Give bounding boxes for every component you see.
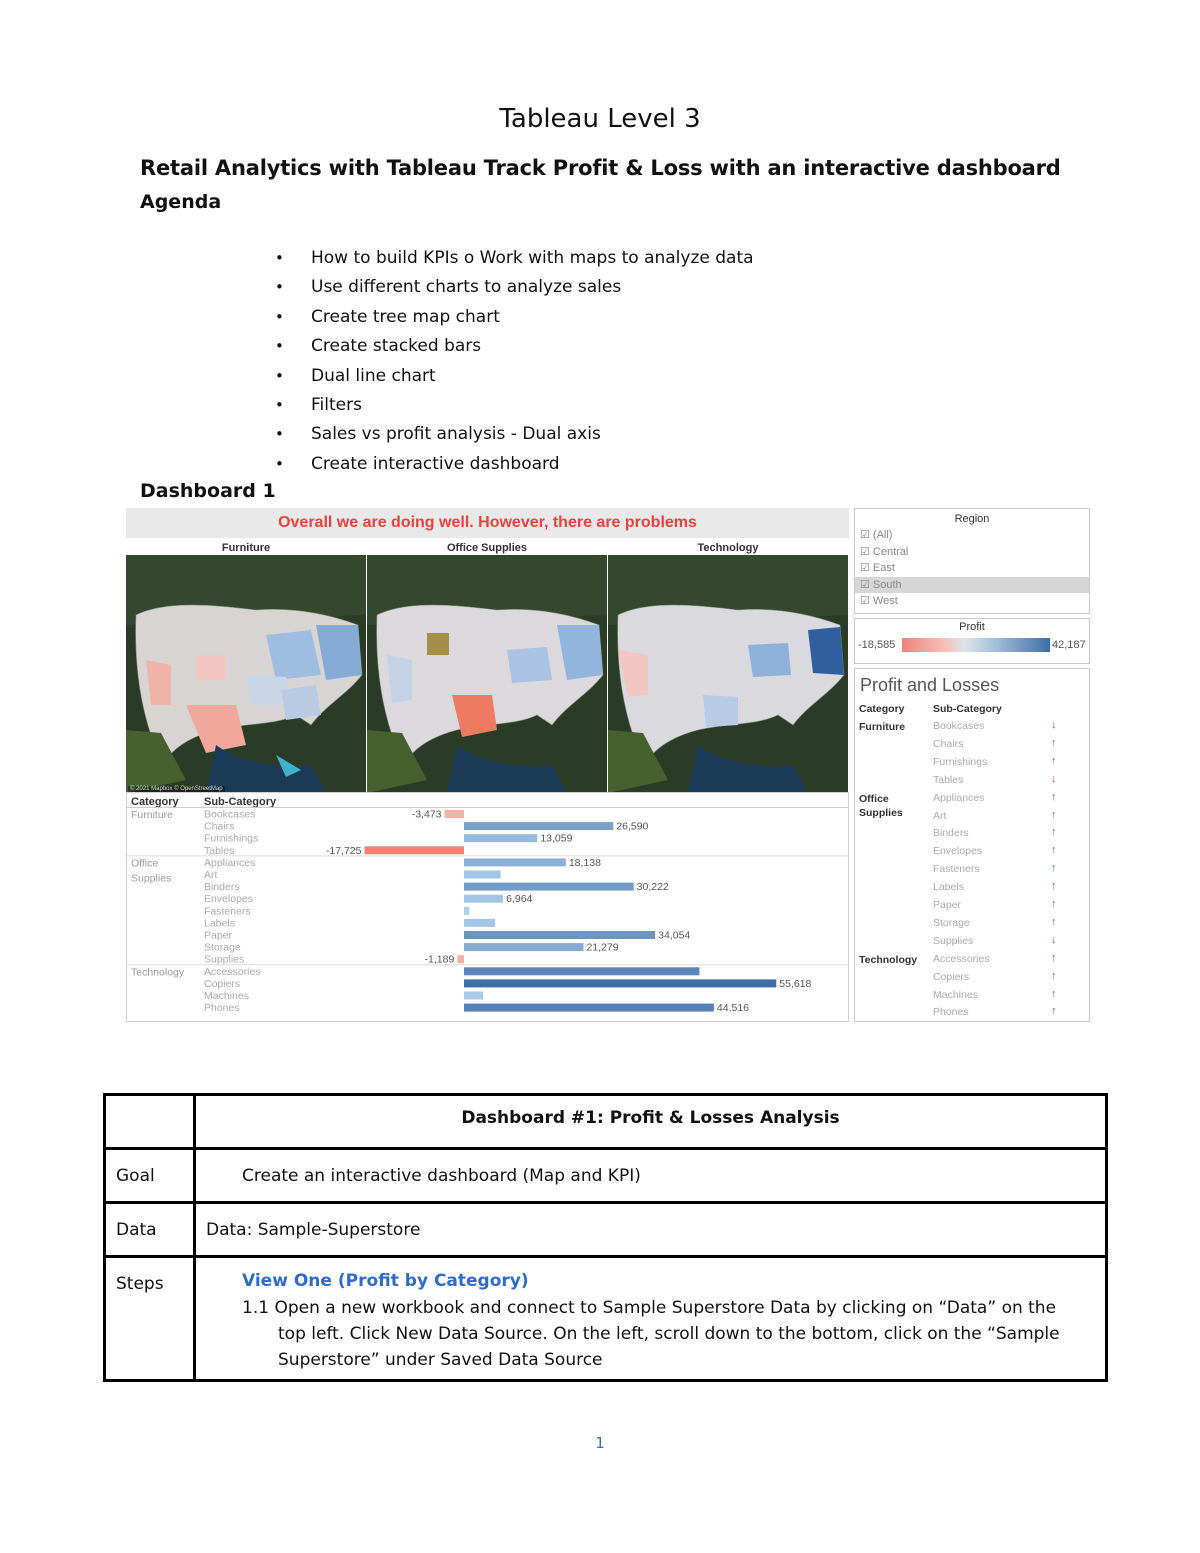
bar-subcategory-label: Phones xyxy=(204,1002,240,1015)
profit-scale xyxy=(858,637,1086,653)
map-credit: © 2021 Mapbox © OpenStreetMap xyxy=(130,786,223,792)
profit-bar xyxy=(364,846,464,854)
map-office-supplies[interactable] xyxy=(367,555,607,793)
profit-bar xyxy=(464,895,503,903)
goal-value: Create an interactive dashboard (Map and KPI) xyxy=(195,1149,1107,1203)
pl-category-header: Category xyxy=(859,703,905,715)
bar-subcategory-label: Tables xyxy=(204,844,235,857)
bar-value-label: -3,473 xyxy=(411,808,442,821)
pl-subcategory-label: Appliances xyxy=(933,791,985,804)
pl-subcategory-label: Art xyxy=(933,809,947,822)
profit-losses-panel xyxy=(854,668,1090,1022)
agenda-item: • Sales vs profit analysis - Dual axis xyxy=(270,420,754,449)
map-label-furniture: Furniture xyxy=(221,542,271,554)
map-graphic xyxy=(608,555,848,793)
map-label-office-supplies: Office Supplies xyxy=(446,542,528,554)
bullet-icon: • xyxy=(275,249,284,267)
data-label: Data xyxy=(105,1203,195,1257)
bullet-icon: • xyxy=(275,366,284,385)
profit-bar xyxy=(464,992,483,1000)
bar-value-label: -17,725 xyxy=(325,844,362,857)
pl-subcategory-header: Sub-Category xyxy=(933,703,1002,715)
bar-value-label: 6,964 xyxy=(506,893,533,906)
bar-group-label: Technology xyxy=(131,966,185,979)
profit-bar-chart xyxy=(126,792,849,1022)
bar-subcategory-label: Labels xyxy=(204,917,235,930)
map-furniture[interactable] xyxy=(126,555,366,793)
profit-bar xyxy=(464,1004,714,1012)
bar-subcategory-label: Bookcases xyxy=(204,808,256,821)
pl-category-label: Furniture xyxy=(859,721,906,733)
arrow-up-icon: ↑ xyxy=(1051,1005,1057,1018)
pl-subcategory-label: Accessories xyxy=(933,952,990,965)
profit-legend xyxy=(854,618,1090,664)
profit-bar xyxy=(464,822,613,830)
profit-bar xyxy=(464,858,566,866)
profit-bar xyxy=(464,967,699,975)
table-header: Dashboard #1: Profit & Losses Analysis xyxy=(195,1095,1107,1149)
arrow-up-icon: ↑ xyxy=(1051,862,1057,875)
profit-bar xyxy=(445,810,464,818)
steps-label: Steps xyxy=(105,1257,195,1381)
bullet-icon: • xyxy=(275,278,284,297)
steps-table xyxy=(103,1093,1108,1382)
arrow-down-icon: ↓ xyxy=(1051,933,1057,946)
arrow-up-icon: ↑ xyxy=(1051,790,1057,803)
bullet-icon: • xyxy=(275,337,284,356)
profit-bar xyxy=(464,907,469,915)
bar-chart-svg xyxy=(127,793,848,1021)
map-label-technology: Technology xyxy=(697,542,759,554)
bar-value-label: 26,590 xyxy=(616,820,649,833)
region-filter-title: Region xyxy=(954,513,990,525)
arrow-up-icon: ↑ xyxy=(1051,880,1057,893)
pl-subcategory-label: Supplies xyxy=(933,934,974,947)
pl-subcategory-label: Copiers xyxy=(933,970,970,983)
table-row-goal xyxy=(105,1149,1107,1203)
bar-subcategory-label: Storage xyxy=(204,941,241,954)
bar-value-label: 44,516 xyxy=(716,1002,750,1015)
arrow-up-icon: ↑ xyxy=(1051,969,1057,982)
bar-subcategory-label: Envelopes xyxy=(204,893,254,906)
agenda-item: • Filters xyxy=(270,391,754,420)
agenda-item: • Create stacked bars xyxy=(270,332,754,361)
data-value: Data: Sample-Superstore xyxy=(195,1203,1107,1257)
pl-category-label: Office Supplies xyxy=(859,792,903,819)
profit-legend-title: Profit xyxy=(959,621,985,633)
bar-group-label: Supplies xyxy=(131,872,172,885)
bar-subcategory-header: Sub-Category xyxy=(204,796,277,808)
agenda-item: • How to build KPIs o Work with maps to analyze data xyxy=(270,244,754,273)
bar-subcategory-label: Appliances xyxy=(204,856,256,869)
pl-subcategory-label: Machines xyxy=(933,988,978,1001)
profit-gradient xyxy=(902,638,1050,652)
pl-subcategory-label: Binders xyxy=(933,827,969,840)
pl-subcategory-label: Envelopes xyxy=(933,845,983,858)
pl-subcategory-label: Labels xyxy=(933,881,964,894)
pl-subcategory-label: Bookcases xyxy=(933,720,985,732)
bar-subcategory-label: Chairs xyxy=(204,820,235,833)
bar-value-label: 18,138 xyxy=(568,856,601,869)
bar-subcategory-label: Supplies xyxy=(204,953,245,966)
bar-subcategory-label: Binders xyxy=(204,881,240,894)
pl-subcategory-label: Furnishings xyxy=(933,755,988,768)
profit-min: -18,585 xyxy=(858,639,896,651)
pl-subcategory-label: Fasteners xyxy=(933,863,980,876)
table-row-data xyxy=(105,1203,1107,1257)
arrow-down-icon: ↓ xyxy=(1051,719,1057,731)
arrow-up-icon: ↑ xyxy=(1051,844,1057,857)
bullet-icon: • xyxy=(275,395,284,414)
bullet-icon: • xyxy=(275,454,284,473)
profit-bar xyxy=(464,883,634,891)
table-header-row xyxy=(105,1095,1107,1149)
profit-bar xyxy=(464,931,655,939)
document-subtitle: Retail Analytics with Tableau Track Profit & Loss with an interactive dashboard xyxy=(140,156,1061,180)
agenda-item: • Use different charts to analyze sales xyxy=(270,273,754,302)
profit-bar xyxy=(464,919,495,927)
region-option-all[interactable]: ☑ (All) xyxy=(860,529,893,541)
region-option-west[interactable]: ☑ West xyxy=(860,595,898,608)
bar-subcategory-label: Machines xyxy=(204,990,249,1002)
bar-subcategory-label: Copiers xyxy=(204,977,241,990)
arrow-up-icon: ↑ xyxy=(1051,987,1057,1000)
bar-subcategory-label: Fasteners xyxy=(204,905,251,918)
document-title: Tableau Level 3 xyxy=(499,104,701,134)
agenda-item: • Create tree map chart xyxy=(270,303,754,332)
bar-value-label: 13,059 xyxy=(540,832,573,845)
pl-subcategory-label: Tables xyxy=(933,773,964,786)
pl-subcategory-label: Chairs xyxy=(933,737,964,750)
arrow-up-icon: ↑ xyxy=(1051,915,1057,928)
agenda-heading: Agenda xyxy=(140,191,222,213)
arrow-up-icon: ↑ xyxy=(1051,898,1057,910)
bar-value-label: 55,618 xyxy=(779,977,812,990)
agenda-item: • Dual line chart xyxy=(270,362,754,391)
map-graphic xyxy=(126,555,366,793)
agenda-item: • Create interactive dashboard xyxy=(270,450,754,479)
page-number: 1 xyxy=(595,1434,605,1452)
bar-value-label: 21,279 xyxy=(586,941,619,954)
bar-subcategory-label: Art xyxy=(204,869,218,881)
steps-content xyxy=(195,1257,1107,1381)
agenda-list xyxy=(270,244,754,479)
bar-subcategory-label: Accessories xyxy=(204,965,261,978)
arrow-up-icon: ↑ xyxy=(1051,826,1057,839)
map-technology[interactable] xyxy=(608,555,848,793)
pl-category-label: Technology xyxy=(859,953,918,966)
profit-bar xyxy=(457,955,464,963)
pl-subcategory-label: Phones xyxy=(933,1006,969,1019)
arrow-up-icon: ↑ xyxy=(1051,808,1057,821)
map-graphic xyxy=(367,555,607,793)
dashboard-image xyxy=(126,508,1090,1024)
bar-group-label: Office xyxy=(131,857,159,870)
arrow-down-icon: ↓ xyxy=(1051,772,1057,785)
region-option-south[interactable]: ☑ South xyxy=(855,577,1089,594)
region-filter xyxy=(854,508,1090,614)
bar-category-header: Category xyxy=(131,796,179,808)
arrow-up-icon: ↑ xyxy=(1051,951,1057,964)
profit-bar xyxy=(464,834,537,842)
dashboard-heading: Dashboard 1 xyxy=(140,480,276,502)
bar-subcategory-label: Furnishings xyxy=(204,832,259,845)
pl-subcategory-label: Paper xyxy=(933,899,962,911)
goal-label: Goal xyxy=(105,1149,195,1203)
view-one-heading: View One (Profit by Category) xyxy=(242,1271,529,1291)
arrow-up-icon: ↑ xyxy=(1051,736,1057,749)
region-option-central[interactable]: ☑ Central xyxy=(860,545,909,558)
region-option-east[interactable]: ☑ East xyxy=(860,562,895,575)
bar-value-label: -1,189 xyxy=(424,953,455,966)
table-corner-cell xyxy=(105,1095,195,1149)
profit-losses-title: Profit and Losses xyxy=(860,675,1000,695)
bullet-icon: • xyxy=(275,425,284,444)
step-1-1: 1.1 Open a new workbook and connect to Sample Superstore Data by clicking on “Data” on the top left. Click New Data Source. On the left, scroll down to the bottom, click on the “Sample Superstore” under Saved Data Source xyxy=(242,1298,1060,1370)
bullet-icon: • xyxy=(275,307,284,326)
dashboard-banner: Overall we are doing well. However, there are problems xyxy=(126,508,849,538)
bar-value-label: 30,222 xyxy=(636,881,669,894)
profit-bar xyxy=(464,943,583,951)
bar-value-label: 34,054 xyxy=(658,929,691,942)
arrow-up-icon: ↑ xyxy=(1051,754,1057,767)
profit-bar xyxy=(464,871,501,879)
profit-max: 42,187 xyxy=(1052,639,1086,651)
bar-subcategory-label: Paper xyxy=(204,929,233,942)
table-row-steps xyxy=(105,1257,1107,1381)
pl-subcategory-label: Storage xyxy=(933,916,970,929)
profit-bar xyxy=(464,979,776,987)
bar-group-label: Furniture xyxy=(131,809,174,821)
